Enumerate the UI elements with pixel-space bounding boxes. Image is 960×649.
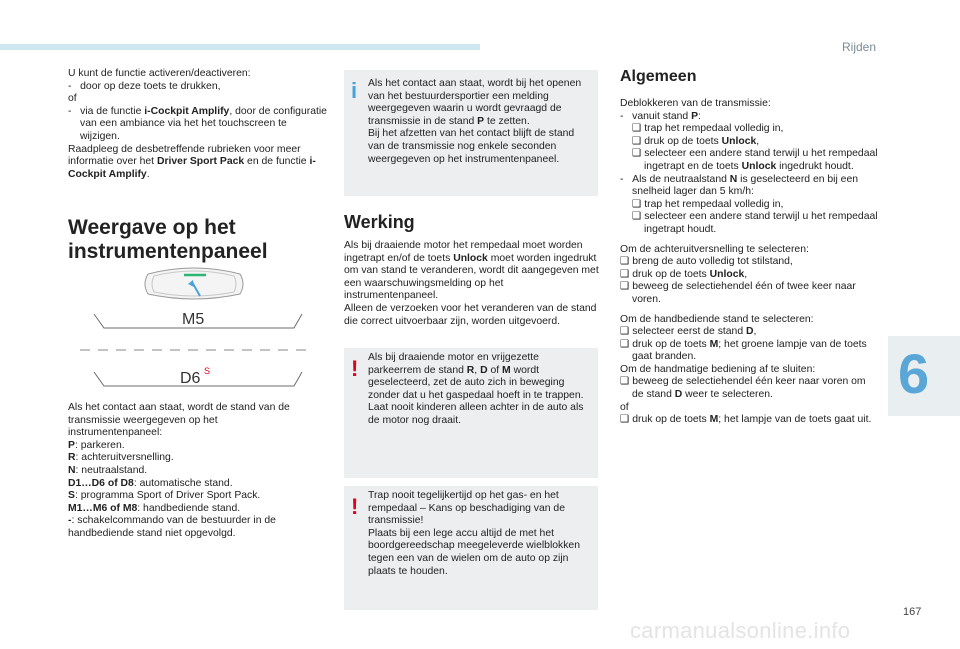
intro-text [68, 68, 328, 181]
legend-item: S: programma Sport of Driver Sport Pack. [68, 490, 261, 502]
instrument-illustration [80, 262, 308, 390]
heading-algemeen: Algemeen [620, 68, 697, 85]
heading-werking: Werking [344, 212, 415, 232]
legend-item: -: schakelcommando van de bestuurder in de handbediende stand niet opgevolgd. [68, 515, 276, 539]
warning-para: Trap nooit tegelijkertijd op het gas- en het rempedaal – Kans op beschadiging van de transmissie! [368, 490, 565, 527]
reverse-title: Om de achteruitversnelling te selecteren: [620, 243, 809, 255]
unlock-from-n: - Als de neutraalstand N is geselecteerd en bij een snelheid lager dan 5 km/h: [620, 173, 859, 198]
step-item: ❑ beweeg de selectiehendel één of twee keer naar voren. [620, 281, 856, 305]
warning-para: Als bij draaiende motor en vrijgezette parkeerrem de stand R, D of M wordt geselecteerd, zet de auto zich in beweging zonder dat u het gaspedaal hoeft in te trappen. [368, 352, 584, 401]
unlock-from-p: - vanuit stand P: [620, 110, 701, 122]
warning-para: Plaats bij een lege accu altijd de met het boordgereedschap meegeleverde wielblokken tegen een van de wielen om de auto op zijn plaats te houden. [368, 527, 580, 577]
intro-or: of [68, 93, 77, 105]
legend-intro: Als het contact aan staat, wordt de stand van de transmissie weergegeven op het instrumentenpaneel: [68, 402, 290, 439]
exit-or: of [620, 401, 629, 413]
step-item: ❑ druk op de toets Unlock, [632, 135, 760, 147]
intro-option-touchscreen: - via de functie i-Cockpit Amplify, door de configuratie van een ambiance via het het touchscreen te wijzigen. [68, 105, 327, 142]
watermark: carmanualsonline.info [630, 618, 851, 643]
warning-text-2 [368, 490, 588, 578]
legend-item: R: achteruitversnelling. [68, 452, 174, 464]
info-icon: i [351, 78, 358, 103]
step-item: ❑ druk op de toets Unlock, [620, 268, 748, 280]
info-para: Als het contact aan staat, wordt bij het openen van het bestuurdersportier een melding weergegeven waarin u wordt gevraagd de transmissie in de stand P te zetten. [368, 78, 582, 127]
warning-para: Laat nooit kinderen alleen achter in de auto als de motor nog draait. [368, 402, 584, 426]
intro-option-button: - door op deze toets te drukken, [68, 80, 221, 92]
werking-text [344, 240, 600, 328]
step-item: ❑ selecteer eerst de stand D, [620, 326, 757, 338]
warning-icon: ! [351, 356, 359, 381]
step-item: ❑ beweeg de selectiehendel één keer naar voren om de stand D weer te selecteren. [620, 376, 866, 401]
exit-title: Om de handmatige bediening af te sluiten: [620, 363, 816, 375]
step-item: ❑ selecteer een andere stand terwijl u het rempedaal ingetrapt en de toets Unlock ingedrukt houdt. [632, 148, 878, 172]
warning-box-1 [344, 348, 598, 478]
legend-text [68, 402, 298, 541]
legend-item: D1…D6 of D8: automatische stand. [68, 477, 233, 489]
section-title: Rijden [842, 40, 877, 54]
heading-instrument-display: Weergave op het instrumentenpaneel [68, 216, 268, 263]
werking-para: Als bij draaiende motor het rempedaal moet worden ingetrapt en/of de toets Unlock moet worden ingedrukt om van stand te veranderen, wordt dit aangegeven met een waarschuwingsmelding op het instrumentenpaneel. [344, 240, 599, 302]
intro-line: U kunt de functie activeren/deactiveren: [68, 68, 251, 79]
page-number: 167 [903, 606, 922, 618]
werking-para: Alleen de verzoeken voor het veranderen van de stand die correct uitvoerbaar zijn, worden uitgevoerd. [344, 302, 597, 327]
step-item: ❑ druk op de toets M; het lampje van de toets gaat uit. [620, 414, 872, 426]
info-box [344, 70, 598, 196]
display-sport-indicator: S [204, 366, 211, 376]
legend-item: P: parkeren. [68, 439, 125, 451]
intro-reference: Raadpleeg de desbetreffende rubrieken voor meer informatie over het Driver Sport Pack en de functie i-Cockpit Amplify. [68, 143, 316, 180]
legend-item: M1…M6 of M8: handbediende stand. [68, 502, 241, 514]
header-bar [0, 44, 480, 50]
algemeen-text [620, 98, 878, 427]
instrument-display-svg [80, 262, 308, 390]
warning-text-1 [368, 352, 588, 428]
info-text [368, 78, 588, 166]
step-item: ❑ selecteer een andere stand terwijl u het rempedaal ingetrapt houdt. [632, 211, 878, 235]
legend-item: N: neutraalstand. [68, 464, 148, 476]
warning-box-2 [344, 486, 598, 610]
step-item: ❑ breng de auto volledig tot stilstand, [620, 256, 793, 268]
manual-title: Om de handbediende stand te selecteren: [620, 313, 814, 325]
step-item: ❑ trap het rempedaal volledig in, [632, 123, 784, 135]
unlock-title: Deblokkeren van de transmissie: [620, 98, 771, 109]
display-value-auto: D6 [180, 370, 201, 387]
step-item: ❑ druk op de toets M; het groene lampje van de toets gaat branden. [620, 338, 867, 363]
warning-icon: ! [351, 494, 359, 519]
step-item: ❑ trap het rempedaal volledig in, [632, 198, 784, 210]
info-para: Bij het afzetten van het contact blijft de stand van de transmissie nog enkele seconden weergegeven op het instrumentenpaneel. [368, 128, 575, 165]
chapter-number: 6 [898, 342, 930, 405]
display-value-manual: M5 [182, 311, 205, 328]
